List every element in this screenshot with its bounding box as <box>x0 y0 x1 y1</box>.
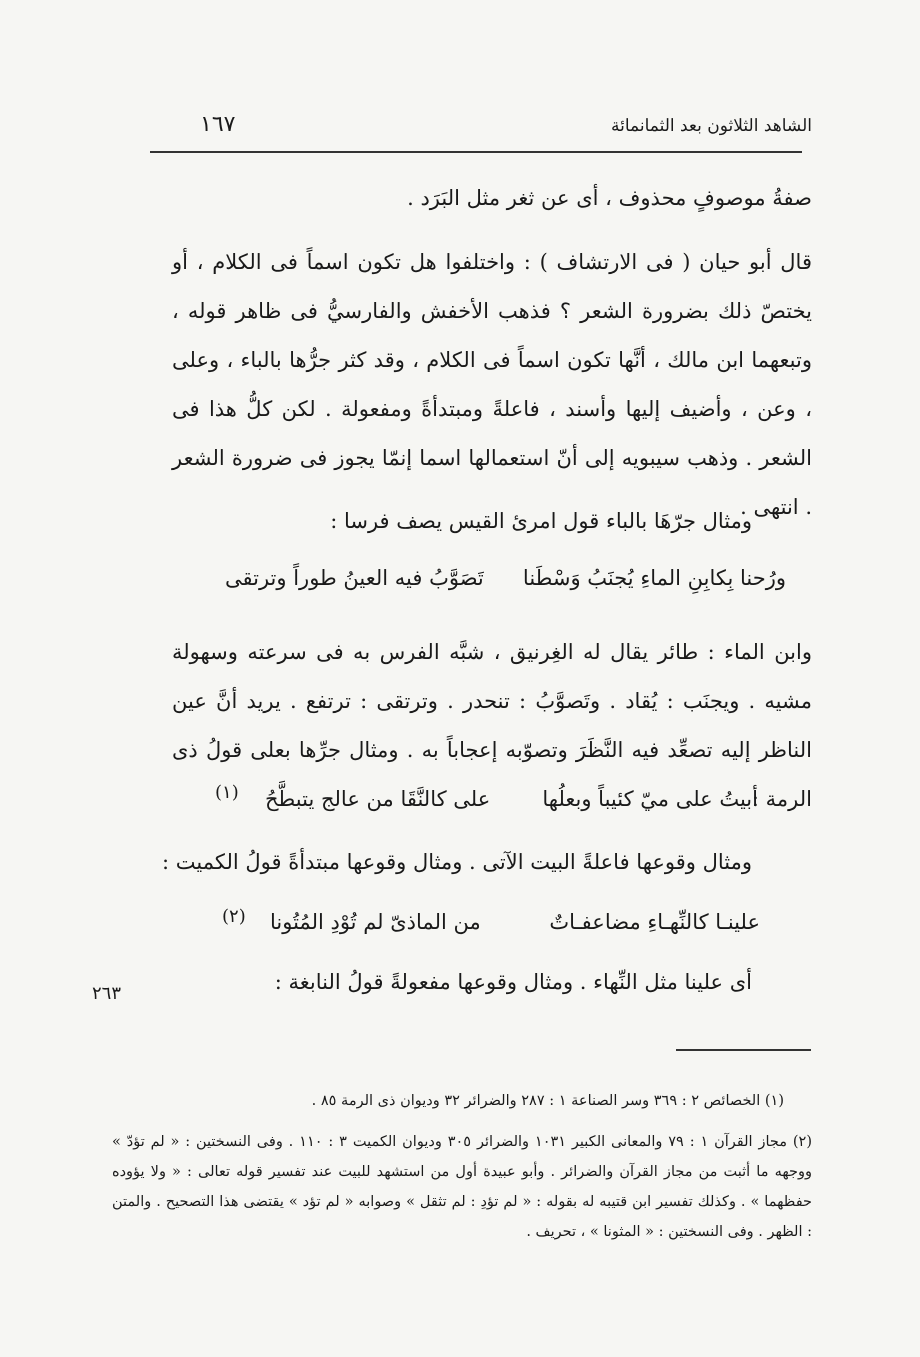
margin-page-number: ٢٦٣ <box>92 983 122 1004</box>
header-divider <box>150 151 802 153</box>
ibn-al-ma-paragraph: وابن الماء : طائر يقال له الغِرنيق ، شبَّه الفرس به فى سرعته وسهولة مشيه . ويجنَب : يُقاد . وتَصوَّبُ : تنحدر . وترتقى : ترتفع . يريد أنَّ عين الناظر إليه تصعِّد فيه النَّظَرَ وتصوّبه إعجاباً به . ومثال جرِّها بعلى قولُ ذى الرمة : <box>172 640 812 811</box>
footnote-1: (١) الخصائص ٢ : ٣٦٩ وسر الصناعة ١ : ٢٨٧ والضرائر ٣٢ وديوان ذى الرمة ٨٥ . <box>311 1093 784 1109</box>
verse-3-first-hemistich: علينـا كالنِّهـاءِ مضاعفـاتٌ <box>549 910 760 934</box>
verse-1-first-hemistich: ورُحنا بِكابِنِ الماءِ يُجنَبُ وَسْطَنا <box>522 566 786 590</box>
nabigha-intro-line: أى علينا مثل النِّهاء . ومثال وقوعها مفعولةً قولُ النابغة : <box>274 970 752 994</box>
footnote-2: (٢) مجاز القرآن ١ : ٧٩ والمعانى الكبير ١٠٣١ والضرائر ٣٠٥ وديوان الكميت ٣ : ١١٠ . وفى النسختين : « لم تؤدّ » ووجهه ما أثبت من مجاز القرآن والضرائر . وأبو عبيدة أول من استشهد للبيت عند تفسير قوله تعالى : « ولا يؤوده حفظهما » . وكذلك تفسير ابن قتيبه له بقوله : « لم تؤدِ : لم تثقل » وصوابه « لم تؤد » يقتضى هذا التصحيح . والمتن : الظهر . وفى النسختين : « المثونا » ، تحريف . <box>112 1134 812 1240</box>
verse-2-first-hemistich: أبيتُ على ميّ كئيباً وبعلُها <box>542 787 758 811</box>
verse-1-second-hemistich: تَصَوَّبُ فيه العينُ طوراً وترتقى <box>225 566 484 590</box>
opening-line: صفةُ موصوفٍ محذوف ، أى عن ثغر مثل البَرَد . <box>407 186 812 210</box>
verse-3-second-hemistich: من الماذىّ لم تُوْدِ المُتُونا <box>270 910 481 934</box>
footnote-divider <box>676 1049 811 1051</box>
example-intro-line: ومثال جرّهَا بالباء قول امرئ القيس يصف فرسا : <box>330 509 752 533</box>
running-title: الشاهد الثلاثون بعد الثمانمائة <box>610 116 812 136</box>
kumayt-intro-line: ومثال وقوعها فاعلةً البيت الآتى . ومثال وقوعها مبتدأةً قولُ الكميت : <box>162 850 752 874</box>
footnote-ref-2: (٢) <box>222 906 246 927</box>
abu-hayyan-paragraph: قال أبو حيان ( فى الارتشاف ) : واختلفوا هل تكون اسماً فى الكلام ، أو يختصّ ذلك بضرورة الشعر ؟ فذهب الأخفش والفارسيُّ فى ظاهر قوله ، وتبعهما ابن مالك ، أنَّها تكون اسماً فى الكلام ، وقد كثر جرُّها بالباء ، وعلى ، وعن ، وأضيف إليها وأسند ، فاعلةً ومبتدأةً ومفعولة . لكن كلُّ هذا فى الشعر . وذهب سيبويه إلى أنّ استعمالها اسما إنمّا يجوز فى ضرورة الشعر . انتهى . <box>172 250 812 519</box>
verse-2-second-hemistich: على كالنَّقَا من عالج يتبطَّحُ <box>265 787 491 811</box>
footnote-ref-1: (١) <box>215 782 239 803</box>
page-number: ١٦٧ <box>200 112 236 137</box>
